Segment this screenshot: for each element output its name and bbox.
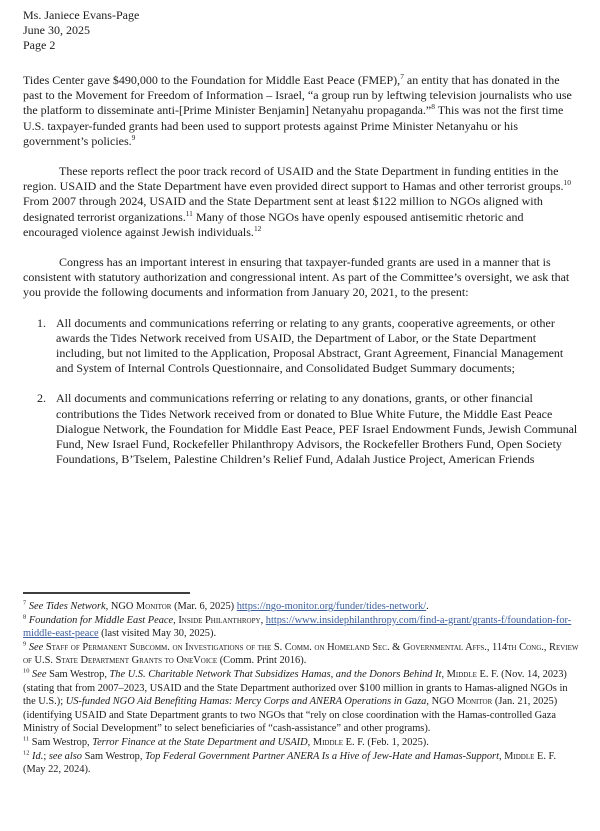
footnote-ref: 11 bbox=[23, 735, 30, 743]
footnote-ref: 8 bbox=[431, 102, 435, 112]
footnote-ref: 11 bbox=[185, 208, 193, 218]
list-item-text bbox=[56, 391, 577, 466]
text-segment: (Comm. Print 2016). bbox=[217, 655, 307, 667]
list-item-2 bbox=[23, 391, 579, 467]
letter-header bbox=[23, 8, 579, 53]
list-item-number: 1. bbox=[37, 315, 46, 330]
text-segment: All documents and communications referring or relating to any grants, cooperative agreements, or other awards the Tides Network received from USAID, the Department of Labor, or the State Department including, but not limited to the Application, Proposal Abstract, Grant Agreement, Financial Management and System of Internal Controls Questionnaire, and Consolidated Budget Summary documents; bbox=[56, 315, 564, 376]
footnote-11 bbox=[23, 736, 579, 750]
text-segment: From 2007 through 2024, USAID and the State Department sent at least $122 million to NGOs aligned with designated terrorist organizations. bbox=[23, 194, 543, 224]
footnote-link[interactable]: https://www.insidephilanthropy.com/find-a-grant/grants-f/foundation-for-middle-east-peace bbox=[23, 614, 572, 640]
text-segment: ; bbox=[43, 750, 49, 762]
footnote-9 bbox=[23, 641, 579, 668]
text-segment: , bbox=[441, 668, 447, 680]
list-item-1 bbox=[23, 316, 579, 377]
body-paragraph-congress-interest bbox=[23, 255, 579, 301]
text-segment: All documents and communications referring or relating to any donations, grants, or other financial contributions the Tides Network received from or donated to Blue White Future, the Middle East Peace Dialogue Network, the Foundation for Middle East Peace, PEF Israel Endowment Funds, Jewish Communal Fund, New Israel Fund, Rockefeller Philanthropy Advisors, the Rockefeller Brothers Fund, Open Society Foundations, B’Tselem, Palestine Children’s Relief Fund, Adalah Justice Project, American Friends bbox=[56, 391, 578, 467]
text-segment: Middle E. F. bbox=[446, 668, 499, 680]
recipient-name: Ms. Janiece Evans-Page bbox=[23, 8, 140, 22]
text-segment: Sam Westrop, bbox=[46, 668, 110, 680]
footnote-ref: 8 bbox=[23, 613, 27, 621]
text-segment: Foundation for Middle East Peace bbox=[28, 614, 174, 626]
footnote-ref: 10 bbox=[563, 178, 571, 188]
footnote-ref: 7 bbox=[23, 599, 27, 607]
text-segment: . bbox=[426, 601, 429, 612]
document-request-list bbox=[23, 316, 579, 468]
text-segment: , bbox=[307, 736, 313, 748]
text-segment: See Tides Network bbox=[28, 601, 106, 612]
text-segment: , bbox=[260, 614, 266, 626]
footnote-10 bbox=[23, 668, 579, 736]
text-segment: , bbox=[173, 614, 179, 626]
text-segment: US-funded NGO Aid Benefiting Hamas: Mercy Corps and ANERA Operations in Gaza bbox=[65, 696, 427, 708]
footnote-ref: 7 bbox=[400, 72, 404, 81]
letter-date: June 30, 2025 bbox=[23, 23, 90, 37]
footnote-link[interactable]: https://ngo-monitor.org/funder/tides-network/ bbox=[236, 601, 427, 612]
footnote-ref: 10 bbox=[23, 667, 30, 675]
text-segment: See bbox=[28, 641, 44, 653]
footnote-12 bbox=[23, 750, 579, 777]
footnote-separator bbox=[23, 592, 190, 594]
text-segment: , bbox=[426, 696, 432, 708]
footnote-ref: 9 bbox=[23, 640, 27, 648]
text-segment: Staff of Permanent Subcomm. on Investigations of the S. Comm. on Homeland Sec. & Governmental Affs., 114th Cong., Review of U.S. State Department Grants to OneVoice bbox=[23, 641, 579, 667]
footnote-ref: 12 bbox=[253, 223, 262, 233]
footnotes-section bbox=[23, 592, 579, 777]
list-item-number: 2. bbox=[37, 391, 46, 406]
footnote-8 bbox=[23, 614, 579, 641]
footnote-ref: 9 bbox=[131, 132, 136, 142]
text-segment: (May 22, 2024). bbox=[23, 764, 91, 776]
text-segment: Terror Finance at the State Department and USAID bbox=[92, 736, 308, 748]
text-segment: (Nov. 14, 2023) (stating that from 2007–2023, USAID and the State Department authorized over $100 million in grants to Hamas-aligned NGOs in the U.S.); bbox=[23, 668, 568, 708]
footnote-ref: 12 bbox=[23, 749, 30, 757]
text-segment: Middle E. F. bbox=[312, 736, 365, 748]
list-item-text bbox=[56, 316, 563, 376]
text-segment: Sam Westrop, bbox=[29, 736, 93, 748]
body-paragraph-tides-fmep bbox=[23, 73, 579, 149]
text-segment: , bbox=[498, 750, 505, 762]
text-segment: (Jan. 21, 2025) (identifying USAID and State Department grants to two NGOs that “rely on close coordination with the Hamas-controlled Gaza Ministry of Social Development” to select beneficiaries of “cash-assistance” and other programs). bbox=[23, 696, 558, 735]
page-number: Page 2 bbox=[23, 38, 56, 52]
text-segment: Id. bbox=[32, 750, 44, 762]
text-segment: , bbox=[105, 601, 111, 612]
text-segment: an entity that has donated in the past to the Movement for Freedom of Information – Israel, “a group run by leftwing television journalists who use the platform to disseminate anti-[Prime Minister Benjamin] Netanyahu propaganda.” bbox=[23, 73, 572, 118]
text-segment: (last visited May 30, 2025). bbox=[98, 628, 217, 640]
text-segment: see also bbox=[48, 750, 82, 762]
text-segment: Sam Westrop, bbox=[82, 750, 146, 762]
text-segment: Inside Philanthropy bbox=[178, 614, 261, 626]
text-segment: See bbox=[32, 668, 47, 680]
text-segment: NGO Monitor bbox=[110, 601, 172, 612]
text-segment: Middle E. F. bbox=[504, 750, 557, 762]
text-segment: Congress has an important interest in ensuring that taxpayer-funded grants are used in a manner that is consistent with statutory authorization and congressional intent. As part of the Committee’s oversight, we ask that you provide the following documents and information from January 20, 2021, to the present: bbox=[23, 255, 570, 300]
text-segment: The U.S. Charitable Network That Subsidizes Hamas, and the Donors Behind It bbox=[109, 668, 442, 680]
footnote-7 bbox=[23, 600, 579, 614]
text-segment: (Feb. 1, 2025). bbox=[364, 736, 429, 748]
text-segment: These reports reflect the poor track record of USAID and the State Department in funding entities in the region. USAID and the State Department have even provided direct support to Hamas and other terrorist groups. bbox=[23, 164, 564, 194]
text-segment: Top Federal Government Partner ANERA Is a Hive of Jew-Hate and Hamas-Support bbox=[145, 750, 499, 762]
text-segment: NGO Monitor bbox=[431, 696, 493, 708]
text-segment: (Mar. 6, 2025) bbox=[171, 601, 237, 612]
text-segment: Tides Center gave $490,000 to the Foundation for Middle East Peace (FMEP), bbox=[23, 73, 401, 87]
body-paragraph-usaid-record bbox=[23, 164, 579, 240]
text-segment: Many of those NGOs have openly espoused antisemitic rhetoric and encouraged violence against Jewish individuals. bbox=[23, 209, 524, 239]
text-segment: This was not the first time U.S. taxpayer-funded grants had been used to support protests against Prime Minister Netanyahu or his government’s policies. bbox=[23, 103, 564, 148]
